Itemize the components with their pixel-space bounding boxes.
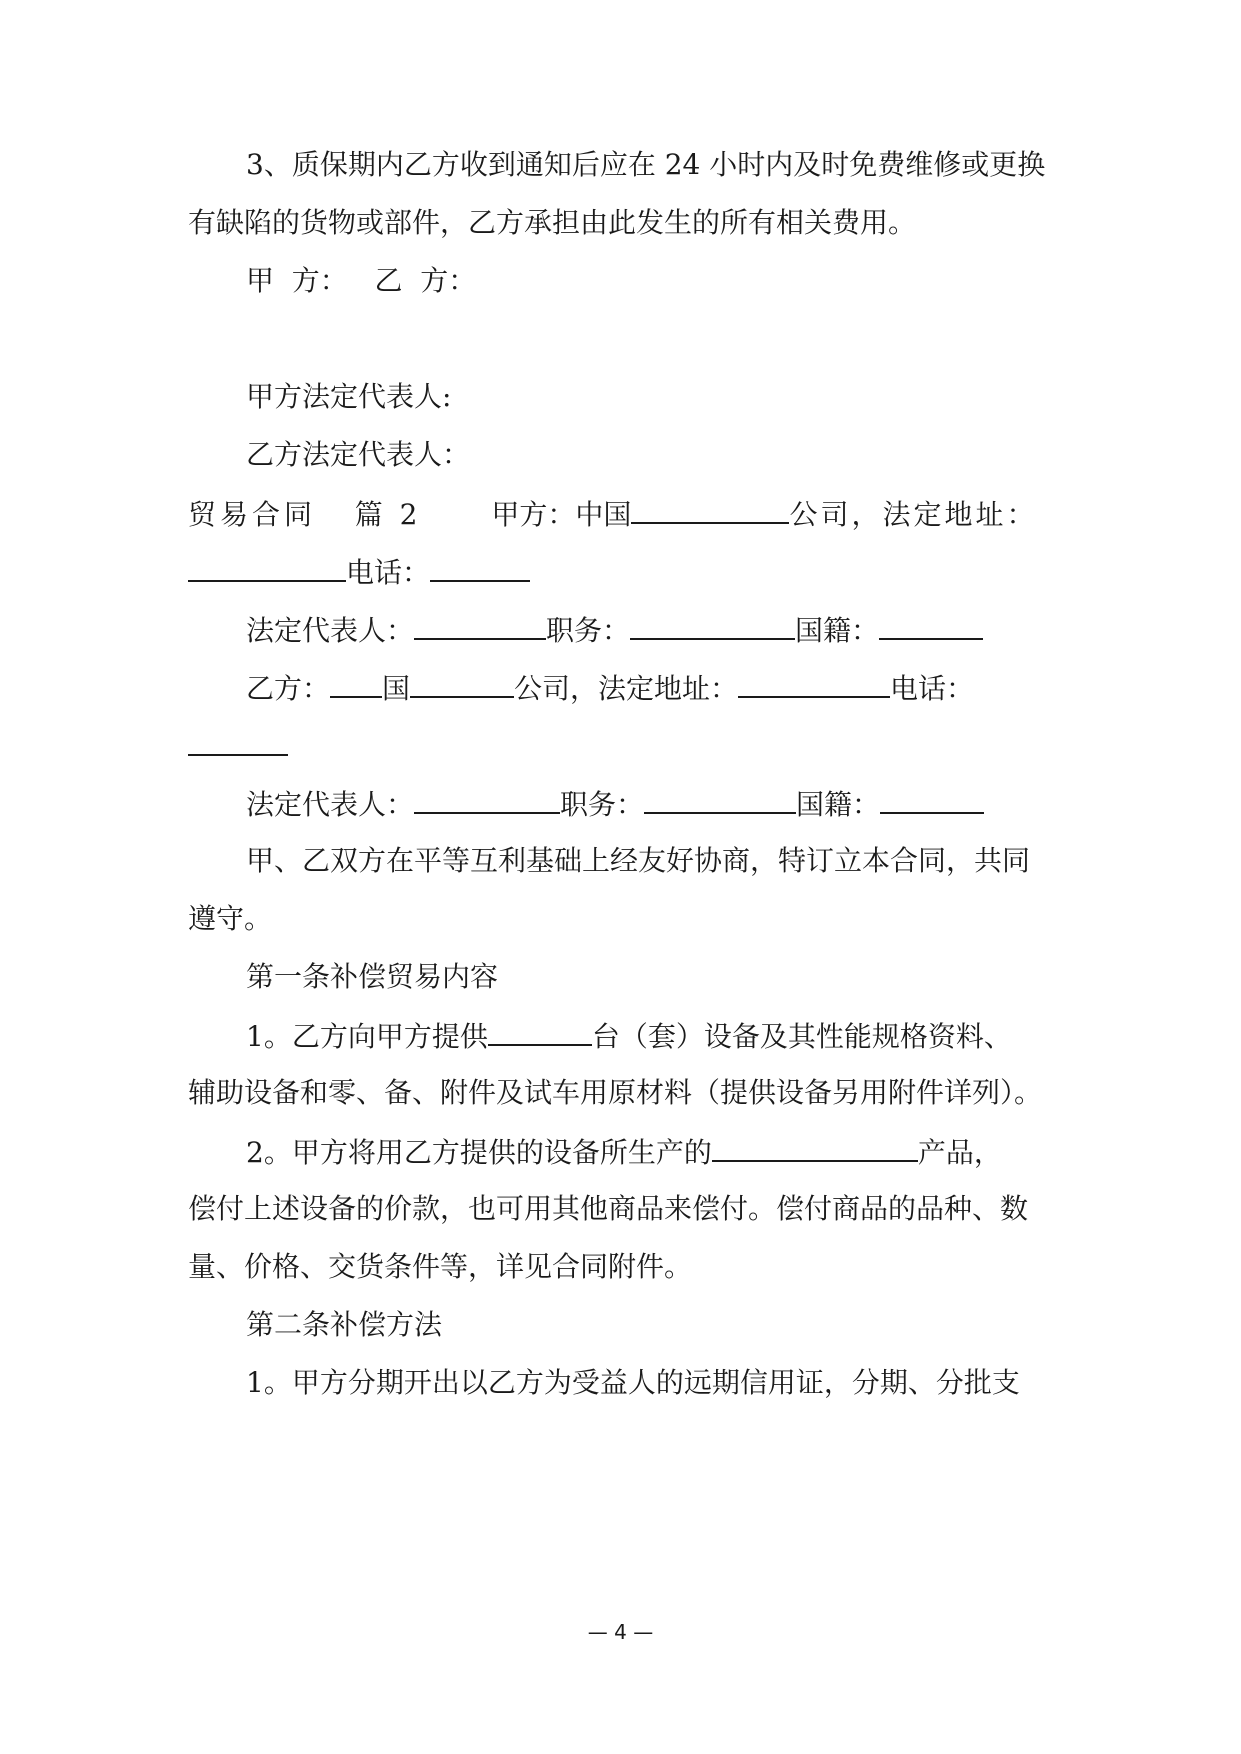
article-heading: 第一条补偿贸易内容	[246, 960, 499, 993]
country-label: 国	[382, 672, 411, 705]
blank-field	[410, 670, 514, 698]
party-a-label: 甲方：中国	[491, 498, 632, 531]
signature-parties: 甲 方： 乙 方：	[246, 264, 477, 297]
blank-field	[644, 786, 796, 814]
paragraph-line: 3、质保期内乙方收到通知后应在 24 小时内及时免费维修或更换	[246, 148, 1046, 181]
blank-field	[330, 670, 382, 698]
item-text: 产品，	[917, 1136, 1002, 1169]
item-text: 2。甲方将用乙方提供的设备所生产的	[246, 1136, 712, 1169]
paragraph-line: 量、价格、交货条件等，详见合同附件。	[188, 1250, 693, 1283]
paragraph-line: 有缺陷的货物或部件，乙方承担由此发生的所有相关费用。	[188, 206, 917, 239]
phone-blank-line	[188, 728, 1048, 764]
contract-heading: 贸易合同 篇 2	[188, 498, 422, 531]
party-a-rep-line	[246, 612, 1048, 648]
nationality-label: 国籍：	[795, 614, 880, 647]
article1-item2	[246, 1134, 1048, 1170]
party-b-rep-line	[246, 786, 1048, 822]
paragraph-line: 甲、乙双方在平等互利基础上经友好协商，特订立本合同，共同	[246, 844, 1031, 877]
article1-item1	[246, 1018, 1048, 1054]
paragraph-line: 偿付上述设备的价款，也可用其他商品来偿付。偿付商品的品种、数	[188, 1192, 1029, 1225]
nationality-label: 国籍：	[796, 788, 881, 821]
item-text: 1。乙方向甲方提供	[246, 1020, 488, 1053]
blank-field	[430, 554, 530, 582]
item-text: 台（套）设备及其性能规格资料、	[591, 1020, 1012, 1053]
legal-rep-label: 法定代表人：	[246, 788, 415, 821]
blank-field	[630, 612, 795, 640]
phone-label: 电话：	[346, 556, 431, 589]
blank-field	[712, 1134, 918, 1162]
paragraph-line: 辅助设备和零、备、附件及试车用原材料（提供设备另用附件详列）。	[188, 1076, 1043, 1109]
position-label: 职务：	[546, 614, 631, 647]
paragraph-line: 1。甲方分期开出以乙方为受益人的远期信用证，分期、分批支	[246, 1366, 1020, 1399]
party-a-representative: 甲方法定代表人:	[246, 380, 452, 413]
blank-field	[188, 554, 346, 582]
phone-label: 电话：	[890, 672, 975, 705]
position-label: 职务：	[560, 788, 645, 821]
page-number: — 4 —	[587, 1620, 654, 1644]
paragraph-line: 遵守。	[188, 902, 273, 935]
blank-field	[631, 496, 789, 524]
legal-rep-label: 法定代表人：	[246, 614, 415, 647]
phone-line	[188, 554, 1048, 590]
company-address-label: 公司，法定地址：	[514, 672, 739, 705]
blank-field	[188, 728, 288, 756]
party-a-company: 公司，法定地址：	[789, 498, 1038, 531]
party-b-line	[246, 670, 1048, 706]
blank-field	[738, 670, 890, 698]
blank-field	[414, 612, 546, 640]
party-b-representative: 乙方法定代表人：	[246, 438, 471, 471]
blank-field	[488, 1018, 592, 1046]
blank-field	[880, 786, 984, 814]
article-heading: 第二条补偿方法	[246, 1308, 443, 1341]
blank-field	[414, 786, 560, 814]
blank-field	[879, 612, 983, 640]
party-b-label: 乙方：	[246, 672, 331, 705]
contract-heading-line	[188, 496, 1048, 532]
